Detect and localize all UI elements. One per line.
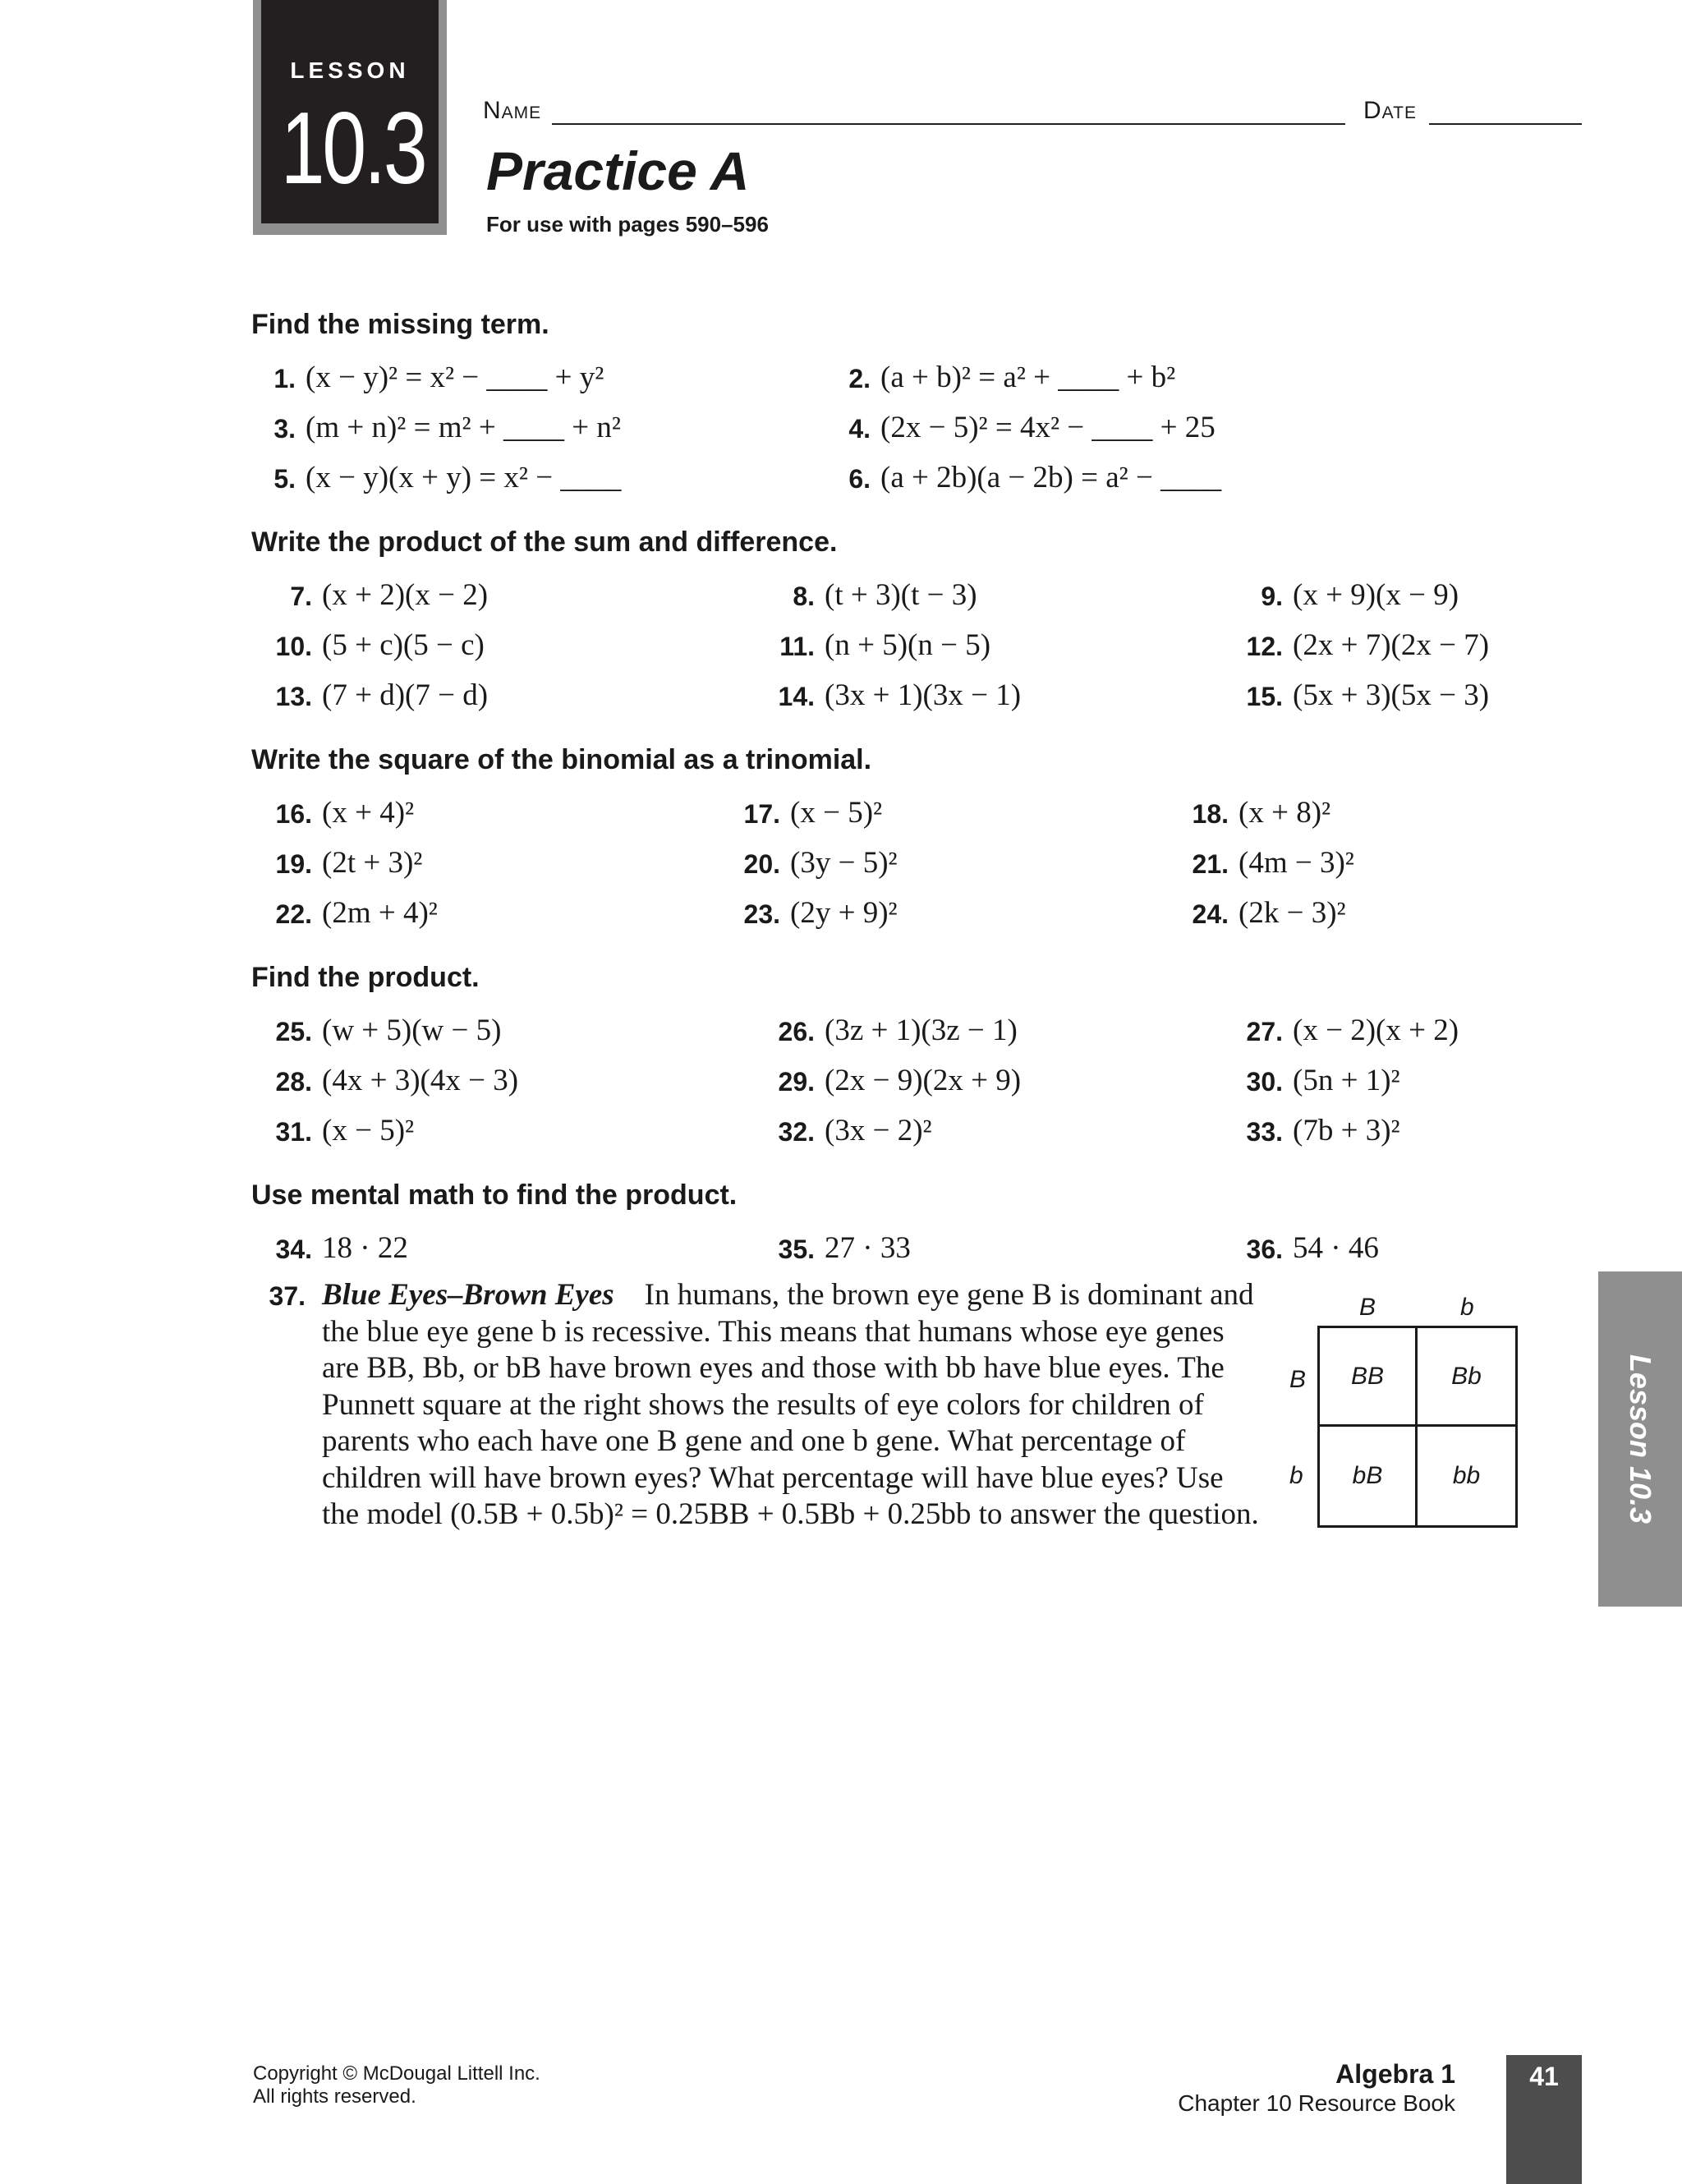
problem-number: 27. (1246, 1017, 1283, 1046)
problem-number: 21. (1192, 849, 1229, 879)
problem-expression: (2y + 9)² (790, 896, 898, 930)
problem-expression: (4x + 3)(4x − 3) (322, 1064, 519, 1097)
copyright-line: Copyright © McDougal Littell Inc. (253, 2062, 540, 2085)
problem-expression: (t + 3)(t − 3) (825, 578, 977, 612)
problem-number: 2. (848, 364, 871, 393)
problem-expression: (3x + 1)(3x − 1) (825, 678, 1022, 712)
copyright-line: All rights reserved. (253, 2085, 416, 2108)
problem-expression: (7 + d)(7 − d) (322, 678, 489, 712)
problem-number: 13. (275, 682, 312, 711)
problem-37-text (322, 1277, 1266, 1533)
page-subtitle: For use with pages 590–596 (486, 212, 769, 237)
name-label: Name (483, 97, 542, 124)
problem-number: 23. (743, 899, 780, 929)
problem-expression: (3y − 5)² (790, 846, 898, 880)
problem-number: 17. (743, 799, 780, 829)
problem-number: 20. (743, 849, 780, 879)
problem-number: 28. (275, 1067, 312, 1097)
problem-expression: (x + 2)(x − 2) (322, 578, 489, 612)
problem-number: 22. (275, 899, 312, 929)
problem-37-body: In humans, the brown eye gene B is dominant and the blue eye gene b is recessive. This means that humans whose eye genes are BB, Bb, or bB have brown eyes and those with bb have blue eyes. The Punnett square at the right shows the results of eye colors for children of parents who each have one B gene and one b gene. What percentage of children will have brown eyes? What percentage will have blue eyes? Use the model (0.5B + 0.5b)² = 0.25BB + 0.5Bb + 0.25bb to answer the question. (322, 1278, 1259, 1531)
problem-expression: (5 + c)(5 − c) (322, 628, 485, 662)
problem-expression: 18 · 22 (322, 1231, 408, 1265)
problem-number: 14. (778, 682, 815, 711)
problem-number: 31. (275, 1117, 312, 1147)
problem-number: 7. (290, 582, 312, 611)
problem-expression: (x + 8)² (1239, 796, 1331, 830)
problem-expression: (5n + 1)² (1293, 1064, 1400, 1097)
problem-expression: (5x + 3)(5x − 3) (1293, 678, 1490, 712)
problem-expression: (2x − 9)(2x + 9) (825, 1064, 1022, 1097)
problem-expression: (7b + 3)² (1293, 1114, 1400, 1147)
problem-number: 32. (778, 1117, 815, 1147)
problem-number: 30. (1246, 1067, 1283, 1097)
problem-expression: (2m + 4)² (322, 896, 438, 930)
section-heading-find-product: Find the product. (251, 962, 480, 993)
problem-37-title: Blue Eyes–Brown Eyes (322, 1278, 614, 1312)
problem-expression: (x − 5)² (790, 796, 883, 830)
punnett-row-header: b (1289, 1462, 1303, 1489)
problem-number: 35. (778, 1235, 815, 1264)
problem-number: 16. (275, 799, 312, 829)
problem-expression: (x − 5)² (322, 1114, 415, 1147)
problem-expression: (a + 2b)(a − 2b) = a² − ____ (880, 461, 1222, 494)
problem-number: 36. (1246, 1235, 1283, 1264)
problem-number: 34. (275, 1235, 312, 1264)
problem-expression: (n + 5)(n − 5) (825, 628, 991, 662)
problem-number: 10. (275, 632, 312, 661)
problem-number: 19. (275, 849, 312, 879)
problem-number: 12. (1246, 632, 1283, 661)
problem-number: 24. (1192, 899, 1229, 929)
section-heading-mental-math: Use mental math to find the product. (251, 1179, 738, 1211)
punnett-cell: bb (1452, 1462, 1481, 1489)
problem-number: 29. (778, 1067, 815, 1097)
page-number: 41 (1529, 2062, 1559, 2091)
page-title: Practice A (486, 140, 750, 201)
problem-number: 8. (793, 582, 815, 611)
problem-number: 25. (275, 1017, 312, 1046)
problem-expression: (a + b)² = a² + ____ + b² (880, 361, 1176, 394)
problem-number: 15. (1246, 682, 1283, 711)
section-heading-square-binomial: Write the square of the binomial as a trinomial. (251, 744, 872, 775)
problem-number: 4. (848, 414, 871, 444)
problem-expression: (2t + 3)² (322, 846, 423, 880)
problem-expression: (3x − 2)² (825, 1114, 932, 1147)
problem-number: 6. (848, 464, 871, 494)
problem-expression: (m + n)² = m² + ____ + n² (306, 411, 621, 444)
problem-number: 37. (269, 1281, 306, 1311)
problem-expression: (w + 5)(w − 5) (322, 1014, 502, 1047)
side-tab-label-wrap (1598, 1271, 1682, 1607)
problem-number: 3. (273, 414, 296, 444)
lesson-label: LESSON (290, 57, 410, 83)
problem-expression: (x + 9)(x − 9) (1293, 578, 1459, 612)
punnett-row-header: B (1289, 1366, 1307, 1393)
punnett-col-header: B (1359, 1294, 1376, 1321)
problem-number: 33. (1246, 1117, 1283, 1147)
problem-expression: (x − 2)(x + 2) (1293, 1014, 1459, 1047)
problem-expression: (2x − 5)² = 4x² − ____ + 25 (880, 411, 1216, 444)
problem-expression: (x − y)(x + y) = x² − ____ (306, 461, 622, 494)
problem-expression: (x − y)² = x² − ____ + y² (306, 361, 604, 394)
name-field[interactable] (552, 123, 1345, 125)
section-heading-missing-term: Find the missing term. (251, 309, 549, 340)
book-subtitle: Chapter 10 Resource Book (1178, 2090, 1455, 2116)
date-label: Date (1363, 97, 1417, 124)
problem-number: 18. (1192, 799, 1229, 829)
punnett-square (1317, 1326, 1518, 1528)
punnett-col-header: b (1460, 1294, 1474, 1321)
side-tab-label: Lesson 10.3 (1624, 1354, 1658, 1524)
section-heading-sum-difference: Write the product of the sum and difference. (251, 526, 838, 558)
punnett-cell: BB (1320, 1328, 1418, 1427)
problem-number: 9. (1261, 582, 1283, 611)
problem-expression: 54 · 46 (1293, 1231, 1379, 1265)
problem-number: 1. (273, 364, 296, 393)
problem-number: 11. (779, 632, 815, 661)
problem-expression: (2k − 3)² (1239, 896, 1346, 930)
book-title: Algebra 1 (1335, 2059, 1455, 2089)
date-field[interactable] (1429, 123, 1582, 125)
problem-number: 5. (273, 464, 296, 494)
punnett-cell: bB (1320, 1427, 1418, 1525)
punnett-cell: Bb (1418, 1328, 1515, 1427)
problem-expression: (2x + 7)(2x − 7) (1293, 628, 1490, 662)
problem-expression: (3z + 1)(3z − 1) (825, 1014, 1018, 1047)
problem-expression: 27 · 33 (825, 1231, 911, 1265)
problem-expression: (x + 4)² (322, 796, 415, 830)
problem-expression: (4m − 3)² (1239, 846, 1354, 880)
lesson-number: 10.3 (280, 92, 425, 205)
problem-number: 26. (778, 1017, 815, 1046)
